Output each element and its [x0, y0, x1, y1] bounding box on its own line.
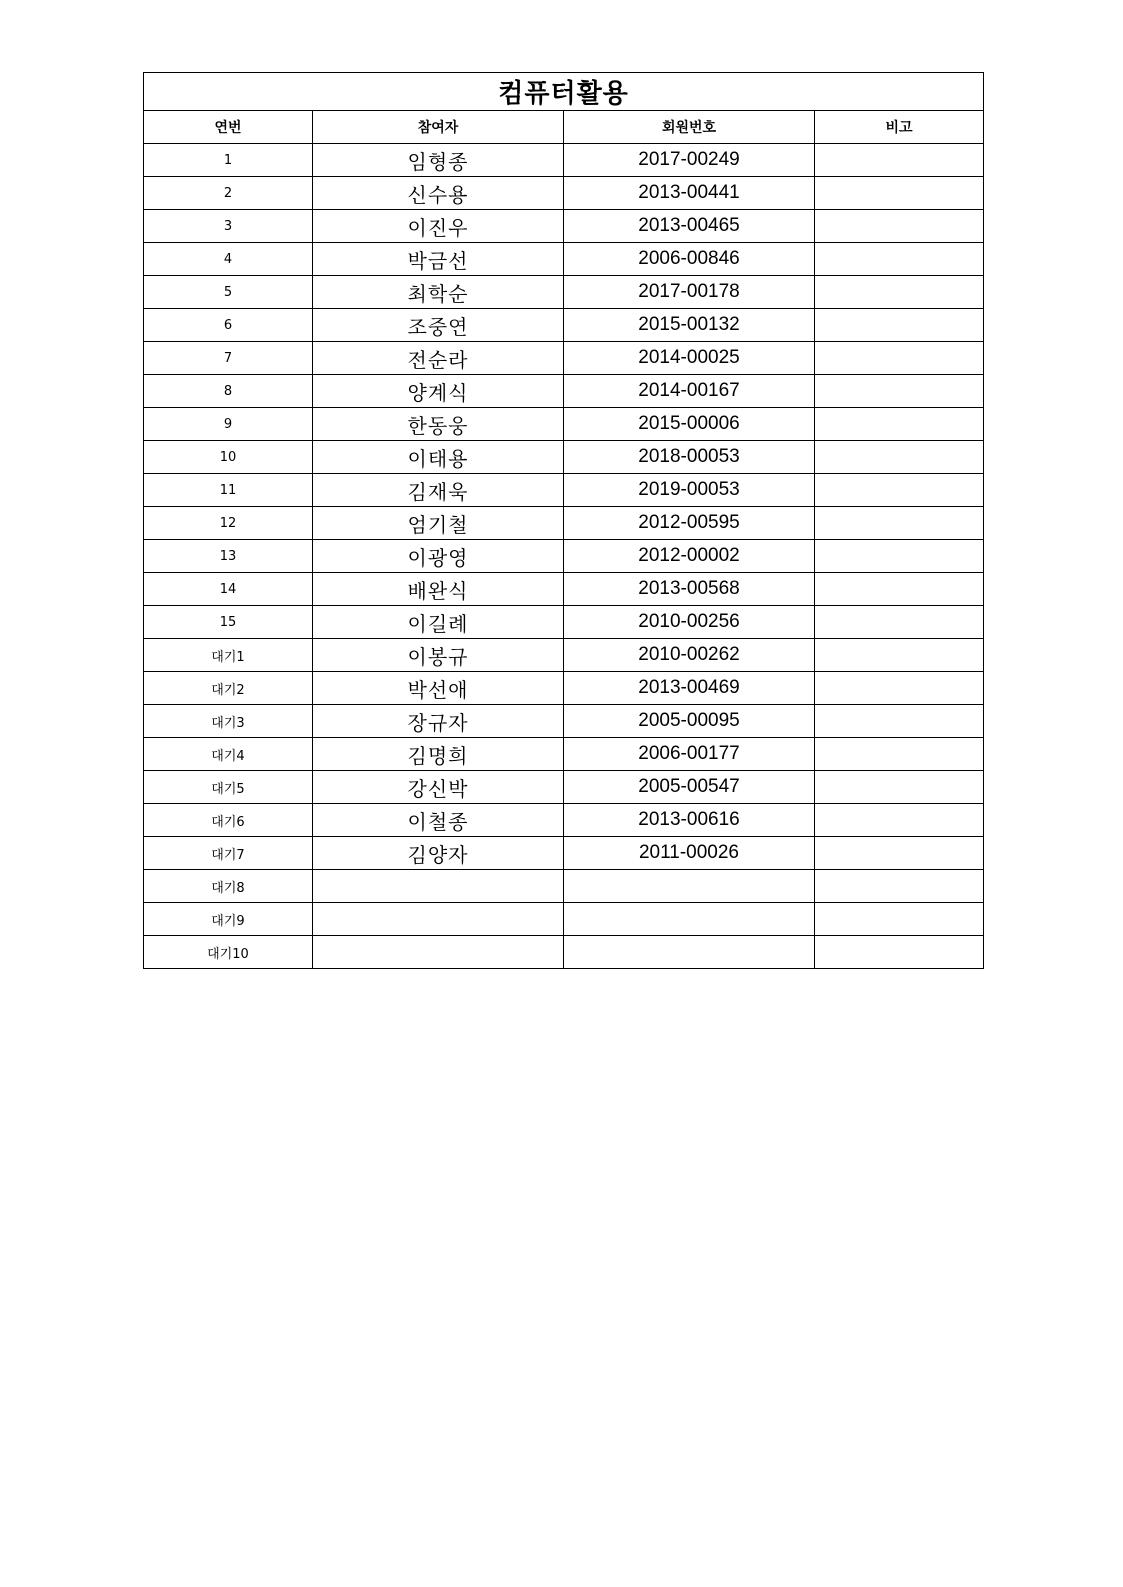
member-id-cell: 2019-00053: [564, 474, 815, 507]
member-id-cell: 2010-00256: [564, 606, 815, 639]
participant-name-cell: 강신박: [313, 771, 564, 804]
participant-name-cell: 이철종: [313, 804, 564, 837]
member-id-cell: 2011-00026: [564, 837, 815, 870]
note-cell: [815, 144, 984, 177]
note-cell: [815, 771, 984, 804]
header-row: [144, 111, 984, 144]
participant-name-cell: 이길례: [313, 606, 564, 639]
note-cell: [815, 639, 984, 672]
member-id-cell: 2013-00616: [564, 804, 815, 837]
row-number-cell: 대기2: [144, 672, 313, 705]
note-cell: [815, 540, 984, 573]
row-number-cell: 대기3: [144, 705, 313, 738]
table-row: [144, 276, 984, 309]
row-number-cell: 7: [144, 342, 313, 375]
table-row: [144, 540, 984, 573]
note-cell: [815, 342, 984, 375]
participant-name-cell: 장규자: [313, 705, 564, 738]
table-row: [144, 771, 984, 804]
row-number-cell: 대기9: [144, 903, 313, 936]
note-cell: [815, 507, 984, 540]
table-row: [144, 936, 984, 969]
note-cell: [815, 243, 984, 276]
note-cell: [815, 903, 984, 936]
note-cell: [815, 474, 984, 507]
participant-name-cell: [313, 936, 564, 969]
member-id-cell: [564, 870, 815, 903]
header-no: 연번: [144, 111, 313, 144]
participant-name-cell: 김명희: [313, 738, 564, 771]
member-id-cell: 2013-00469: [564, 672, 815, 705]
member-id-cell: 2013-00465: [564, 210, 815, 243]
note-cell: [815, 441, 984, 474]
participant-name-cell: [313, 870, 564, 903]
participant-name-cell: 조중연: [313, 309, 564, 342]
participant-name-cell: 이봉규: [313, 639, 564, 672]
title-row: [144, 73, 984, 111]
row-number-cell: 11: [144, 474, 313, 507]
table-row: [144, 507, 984, 540]
participant-name-cell: 엄기철: [313, 507, 564, 540]
table-row: [144, 243, 984, 276]
row-number-cell: 대기5: [144, 771, 313, 804]
table-row: [144, 606, 984, 639]
participant-name-cell: 양계식: [313, 375, 564, 408]
member-id-cell: 2014-00167: [564, 375, 815, 408]
participant-roster-table: [143, 72, 984, 969]
member-id-cell: 2013-00441: [564, 177, 815, 210]
member-id-cell: 2010-00262: [564, 639, 815, 672]
note-cell: [815, 606, 984, 639]
table-row: [144, 705, 984, 738]
row-number-cell: 대기6: [144, 804, 313, 837]
table-row: [144, 408, 984, 441]
row-number-cell: 대기7: [144, 837, 313, 870]
note-cell: [815, 375, 984, 408]
participant-name-cell: 이진우: [313, 210, 564, 243]
participant-name-cell: 박금선: [313, 243, 564, 276]
table-row: [144, 375, 984, 408]
row-number-cell: 4: [144, 243, 313, 276]
note-cell: [815, 837, 984, 870]
participant-name-cell: 전순라: [313, 342, 564, 375]
note-cell: [815, 408, 984, 441]
member-id-cell: [564, 936, 815, 969]
participant-name-cell: [313, 903, 564, 936]
row-number-cell: 15: [144, 606, 313, 639]
row-number-cell: 대기8: [144, 870, 313, 903]
note-cell: [815, 276, 984, 309]
row-number-cell: 1: [144, 144, 313, 177]
row-number-cell: 대기10: [144, 936, 313, 969]
table-row: [144, 903, 984, 936]
note-cell: [815, 672, 984, 705]
participant-name-cell: 최학순: [313, 276, 564, 309]
table-row: [144, 870, 984, 903]
header-note: 비고: [815, 111, 984, 144]
member-id-cell: 2017-00178: [564, 276, 815, 309]
member-id-cell: 2005-00547: [564, 771, 815, 804]
row-number-cell: 2: [144, 177, 313, 210]
note-cell: [815, 705, 984, 738]
row-number-cell: 13: [144, 540, 313, 573]
participant-name-cell: 임형종: [313, 144, 564, 177]
participant-name-cell: 김재욱: [313, 474, 564, 507]
table-row: [144, 474, 984, 507]
row-number-cell: 9: [144, 408, 313, 441]
row-number-cell: 대기4: [144, 738, 313, 771]
row-number-cell: 12: [144, 507, 313, 540]
table-row: [144, 441, 984, 474]
participant-name-cell: 박선애: [313, 672, 564, 705]
table-row: [144, 672, 984, 705]
row-number-cell: 10: [144, 441, 313, 474]
table-row: [144, 177, 984, 210]
table-row: [144, 837, 984, 870]
header-participant: 참여자: [313, 111, 564, 144]
participant-name-cell: 이광영: [313, 540, 564, 573]
member-id-cell: 2014-00025: [564, 342, 815, 375]
note-cell: [815, 870, 984, 903]
participant-name-cell: 한동웅: [313, 408, 564, 441]
row-number-cell: 5: [144, 276, 313, 309]
row-number-cell: 대기1: [144, 639, 313, 672]
note-cell: [815, 804, 984, 837]
note-cell: [815, 738, 984, 771]
row-number-cell: 8: [144, 375, 313, 408]
member-id-cell: 2017-00249: [564, 144, 815, 177]
participant-name-cell: 이태용: [313, 441, 564, 474]
note-cell: [815, 177, 984, 210]
table-row: [144, 573, 984, 606]
table-row: [144, 738, 984, 771]
participant-name-cell: 신수용: [313, 177, 564, 210]
table-row: [144, 639, 984, 672]
member-id-cell: 2012-00002: [564, 540, 815, 573]
member-id-cell: 2015-00132: [564, 309, 815, 342]
row-number-cell: 3: [144, 210, 313, 243]
participant-name-cell: 김양자: [313, 837, 564, 870]
note-cell: [815, 573, 984, 606]
row-number-cell: 14: [144, 573, 313, 606]
table-row: [144, 309, 984, 342]
note-cell: [815, 210, 984, 243]
row-number-cell: 6: [144, 309, 313, 342]
table-row: [144, 342, 984, 375]
table-row: [144, 144, 984, 177]
member-id-cell: 2015-00006: [564, 408, 815, 441]
roster-body: [144, 144, 984, 969]
member-id-cell: 2006-00177: [564, 738, 815, 771]
member-id-cell: 2006-00846: [564, 243, 815, 276]
member-id-cell: 2012-00595: [564, 507, 815, 540]
table-title: 컴퓨터활용: [144, 73, 984, 111]
note-cell: [815, 936, 984, 969]
table-row: [144, 210, 984, 243]
participant-name-cell: 배완식: [313, 573, 564, 606]
table-row: [144, 804, 984, 837]
header-member-id: 회원번호: [564, 111, 815, 144]
member-id-cell: 2018-00053: [564, 441, 815, 474]
note-cell: [815, 309, 984, 342]
member-id-cell: [564, 903, 815, 936]
member-id-cell: 2013-00568: [564, 573, 815, 606]
member-id-cell: 2005-00095: [564, 705, 815, 738]
